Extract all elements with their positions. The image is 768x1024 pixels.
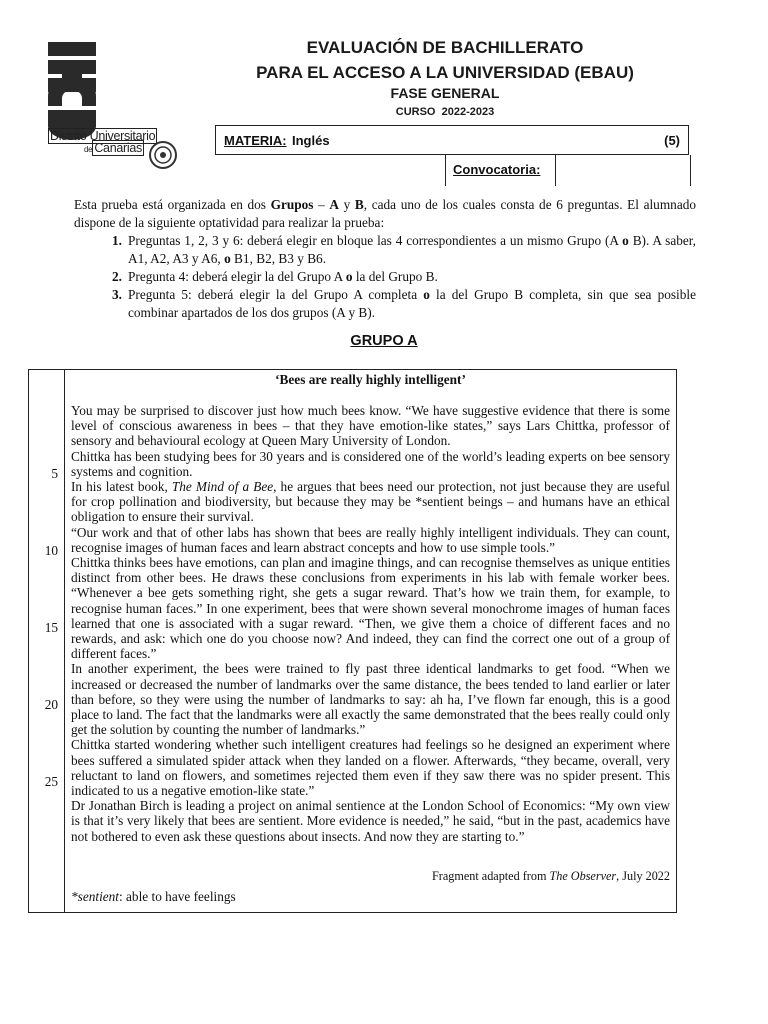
list-number: 1. bbox=[112, 233, 122, 248]
list-text: Preguntas 1, 2, 3 y 6: deberá elegir en bloque las 4 correspondientes a un mismo Grupo (A bbox=[128, 233, 619, 248]
line-number: 5 bbox=[51, 466, 58, 481]
seal-icon bbox=[148, 140, 178, 170]
list-number: 3. bbox=[112, 287, 122, 302]
intro-bold-a: A bbox=[329, 197, 339, 212]
instructions-intro bbox=[74, 196, 696, 232]
logo-line-2: Canarias bbox=[94, 141, 142, 155]
intro-text: Esta prueba está organizada en dos bbox=[74, 197, 266, 212]
instructions-list bbox=[112, 232, 696, 322]
source-publication: The Observer bbox=[549, 869, 617, 883]
paragraph: “Our work and that of other labs has shown that bees are really highly intelligent individuals. They can count, recognise images of human faces and learn abstract concepts and how to use simple tools.” bbox=[71, 524, 670, 555]
paragraph-text: , he argues that bees need our protection, not just because they are useful for crop pollination and biodiversity, but because they may be *sentient beings – and humans have an ethical obligation to ensure their survival. bbox=[71, 479, 671, 525]
list-item bbox=[112, 286, 696, 322]
paragraph-text: In his latest book, bbox=[71, 479, 168, 495]
paragraph: In another experiment, the bees were trained to fly past three identical landmarks to get food. “When we increased or decreased the number of landmarks over the same distance, the bees tended to land earlier or later than before, so they were using the number of landmarks to say: ah ha, I’ve flown far enough, this is a good place to land. The fact that the landmarks were all exactly the same demonstrated that the bees really could only get the solution by counting the number of landmarks.” bbox=[71, 661, 670, 738]
logo-line-1: Distrito Universitario bbox=[50, 129, 156, 143]
intro-dash: – bbox=[313, 197, 330, 212]
source-text: Fragment adapted from bbox=[432, 869, 547, 883]
paragraph: You may be surprised to discover just how much bees know. “We have suggestive evidence that there is some level of conscious awareness in bees – that they have emotion-like states,” says Lars Chittka, professor of sensory and behavioural ecology at Queen Mary University of London. bbox=[71, 403, 670, 449]
logo-line-2-prefix: de bbox=[84, 145, 93, 154]
exam-phase: FASE GENERAL bbox=[390, 85, 500, 101]
duc-logo-icon bbox=[44, 40, 100, 140]
list-item bbox=[112, 232, 696, 268]
paragraph: Chittka thinks bees have emotions, can plan and imagine things, and can recognise themselves as unique entities distinct from other bees. He draws these conclusions from experiments in his lab with female worker bees. “Whenever a bee gets something right, she gets a sugar reward. That’s how we train them, for example, to recognise human faces.” In one experiment, bees that were shown several monochrome images of human faces learned that one is associated with a sugar reward. “Then, we give them a choice of different faces and no rewards, and ask: which one do you choose now? And indeed, they can find the correct one out of a group of different faces.” bbox=[71, 555, 670, 662]
intro-rest: , cada uno de los cuales consta de 6 preguntas. El alumnado dispone de la siguiente optatividad para realizar la prueba: bbox=[74, 197, 697, 230]
source-attribution bbox=[71, 869, 670, 884]
footnote-term: *sentient bbox=[71, 889, 120, 904]
list-bold: o bbox=[622, 233, 629, 248]
subject-value: Inglés bbox=[292, 133, 330, 148]
footnote-definition: : able to have feelings bbox=[119, 889, 236, 904]
paragraph: Chittka has been studying bees for 30 years and is considered one of the world’s leading experts on bee sensory systems and cognition. bbox=[71, 448, 670, 479]
book-title: The Mind of a Bee bbox=[171, 479, 274, 495]
paragraph: Chittka started wondering whether such intelligent creatures had feelings so he designed an experiment where bees suffered a simulated spider attack when they landed on a flower. Afterwards, “they became, overall, very reluctant to land on flowers, and sometimes rejected them even if they saw there was no spider present. This indicated to us a negative emotion-like state.” bbox=[71, 737, 670, 799]
list-item bbox=[112, 268, 696, 286]
paragraph bbox=[71, 479, 670, 525]
list-text: la del Grupo B completa, sin que sea posible combinar apartados de los dos grupos (A y B). bbox=[128, 287, 696, 320]
exam-subtitle: PARA EL ACCESO A LA UNIVERSIDAD (EBAU) bbox=[256, 63, 634, 82]
paragraph: Dr Jonathan Birch is leading a project on animal sentience at the London School of Economics: “My own view is that it’s very likely that bees are sentient. More evidence is needed,” he said, “but in the past, academics have not bothered to even ask these questions about insects. And now they are starting to.” bbox=[71, 798, 670, 844]
intro-y: y bbox=[339, 197, 355, 212]
intro-bold-grupos: Grupos bbox=[270, 197, 314, 212]
convocatoria-label: Convocatoria: bbox=[453, 162, 541, 177]
list-bold: o bbox=[423, 287, 430, 302]
list-text: B1, B2, B3 y B6. bbox=[234, 251, 327, 266]
line-number: 15 bbox=[44, 620, 58, 635]
article-body bbox=[71, 403, 670, 844]
list-text: B). A saber, A1, A2, A3 y A6, bbox=[128, 233, 697, 266]
subject-number: (5) bbox=[664, 133, 680, 148]
intro-bold-b: B bbox=[354, 197, 364, 212]
list-text: Pregunta 4: deberá elegir la del Grupo A bbox=[128, 269, 343, 284]
line-number: 10 bbox=[44, 543, 58, 558]
logo-text bbox=[48, 130, 157, 156]
list-text: Pregunta 5: deberá elegir la del Grupo A completa bbox=[128, 287, 418, 302]
group-title bbox=[0, 333, 768, 349]
line-number-divider bbox=[64, 369, 65, 913]
list-bold: o bbox=[224, 251, 231, 266]
subject-box bbox=[215, 125, 689, 155]
list-number: 2. bbox=[112, 269, 122, 284]
subject-label: MATERIA: bbox=[224, 133, 287, 148]
exam-title: EVALUACIÓN DE BACHILLERATO bbox=[306, 38, 584, 57]
list-bold: o bbox=[345, 269, 353, 284]
exam-course: CURSO 2022-2023 bbox=[395, 106, 495, 118]
line-number: 25 bbox=[44, 774, 58, 789]
university-logo bbox=[44, 40, 194, 180]
convocatoria-divider bbox=[555, 155, 556, 186]
footnote bbox=[71, 889, 236, 905]
group-title-text: GRUPO A bbox=[350, 333, 418, 349]
source-date: , July 2022 bbox=[616, 869, 670, 883]
list-text: la del Grupo B. bbox=[355, 269, 438, 284]
article-title: ‘Bees are really highly intelligent’ bbox=[275, 372, 466, 387]
line-number: 20 bbox=[44, 697, 58, 712]
